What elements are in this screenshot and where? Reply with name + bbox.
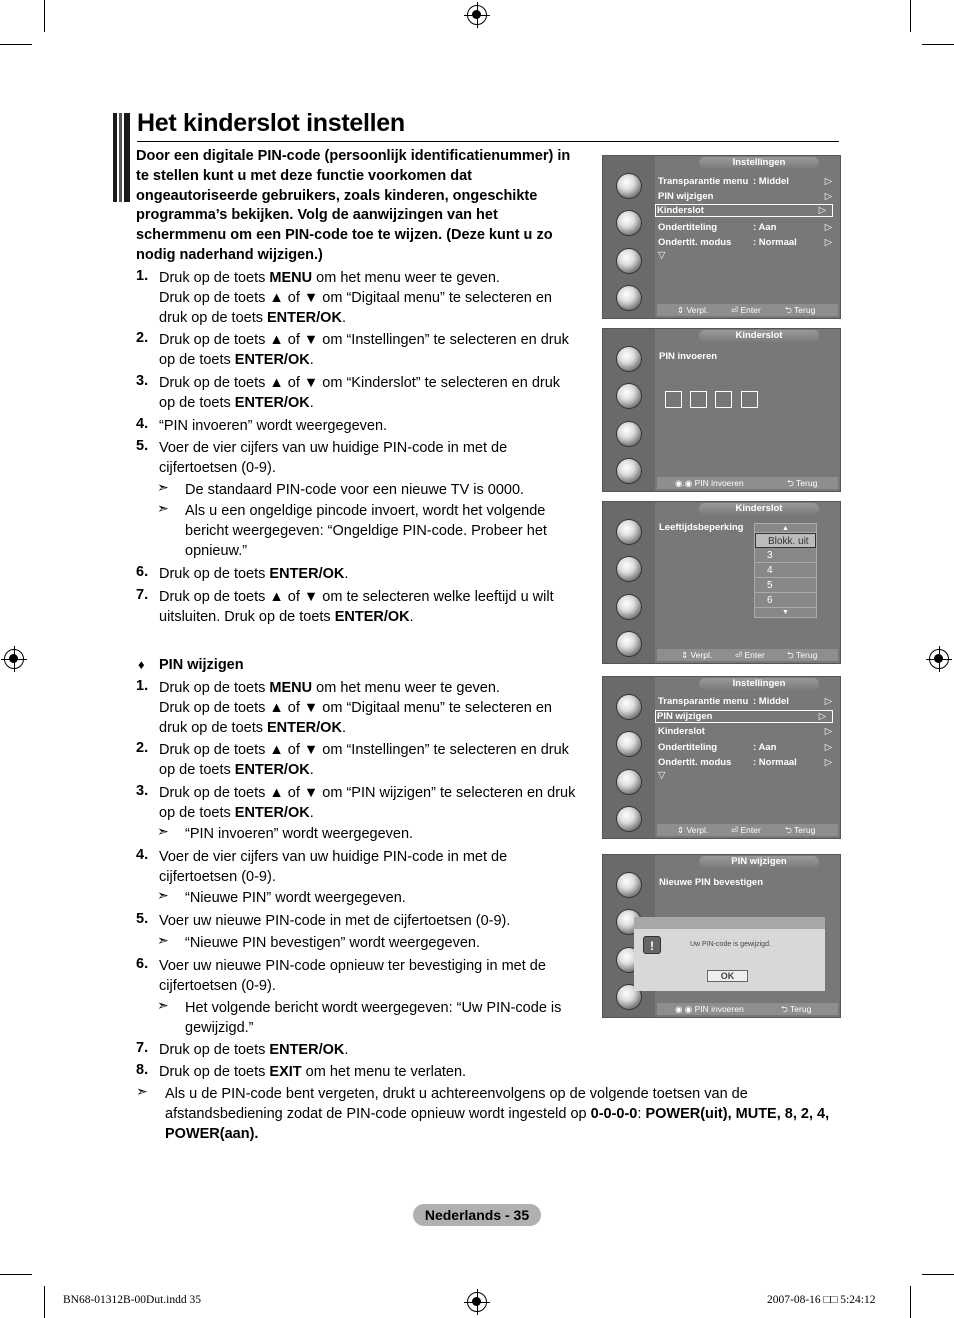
step-number: 5. <box>136 911 149 927</box>
note-arrow-icon: ➣ <box>157 887 169 903</box>
step-number: 3. <box>136 783 149 799</box>
crop-mark <box>0 44 32 45</box>
menu-row-selected[interactable]: PIN wijzigen ▷ <box>655 710 833 723</box>
dropdown-option[interactable]: 6 <box>755 593 816 608</box>
dropdown-option[interactable]: 3 <box>755 548 816 563</box>
step-number: 1. <box>136 268 149 284</box>
step-b4: Voer de vier cijfers van uw huidige PIN-code in met de cijfertoetsen (0-9). <box>159 849 508 885</box>
page-title: Het kinderslot instellen <box>137 109 405 137</box>
crop-mark <box>910 1286 911 1318</box>
note-b4: Het volgende bericht wordt weergegeven: “Uw PIN-code is gewijzigd.” <box>185 1000 562 1036</box>
step-b3: Druk op de toets ▲ of ▼ om “PIN wijzigen” te selecteren en druk op de toets ENTER/OK. <box>159 785 576 821</box>
step-number: 2. <box>136 330 149 346</box>
sound-icon <box>617 557 641 581</box>
step-number: 7. <box>136 587 149 603</box>
pin-digit-box[interactable] <box>715 391 732 408</box>
note-b3: “Nieuwe PIN bevestigen” wordt weergegeven. <box>185 935 480 951</box>
step-b8: Druk op de toets EXIT om het menu te verlaten. <box>159 1064 467 1080</box>
note-arrow-icon: ➣ <box>157 823 169 839</box>
step-a7: Druk op de toets ▲ of ▼ om te selecteren welke leeftijd u wilt uitsluiten. Druk op de toets ENTER/OK. <box>159 589 554 625</box>
imprint-file: BN68-01312B-00Dut.indd 35 <box>63 1294 201 1306</box>
picture-icon <box>617 695 641 719</box>
scroll-up-icon: ▲ <box>755 524 816 533</box>
crop-mark <box>910 0 911 32</box>
step-number: 3. <box>136 373 149 389</box>
screen-footer: ⇕ Verpl. ⏎ Enter ⮌ Terug <box>657 649 838 661</box>
step-number: 2. <box>136 740 149 756</box>
warning-icon: ! <box>643 936 661 954</box>
bullet-icon: ♦ <box>138 657 145 672</box>
picture-icon <box>617 873 641 897</box>
age-dropdown[interactable] <box>754 523 817 618</box>
scroll-down-icon: ▽ <box>658 770 666 781</box>
registration-mark-icon <box>929 649 949 669</box>
screen-footer: ⇕ Verpl. ⏎ Enter ⮌ Terug <box>657 824 838 836</box>
picture-icon <box>617 174 641 198</box>
channel-icon <box>617 249 641 273</box>
confirmation-popup <box>634 917 825 991</box>
screen-header: Instellingen <box>699 678 819 690</box>
sound-icon <box>617 211 641 235</box>
menu-icon-rail <box>603 156 655 318</box>
dropdown-option-selected[interactable]: Blokk. uit <box>755 533 816 548</box>
step-a1: Druk op de toets MENU om het menu weer te geven. Druk op de toets ▲ of ▼ om “Digitaal menu” te selecteren en druk op de toets ENTER/OK. <box>159 270 552 326</box>
registration-mark-icon <box>467 1292 487 1312</box>
final-note: Als u de PIN-code bent vergeten, drukt u achtereenvolgens op de volgende toetsen van de afstandsbediening zodat de PIN-code opnieuw wordt ingesteld op 0-0-0-0: POWER(uit), MUTE, 8, 2, 4, POWER(aan). <box>165 1086 830 1142</box>
title-decoration <box>113 113 130 202</box>
note-arrow-icon: ➣ <box>157 479 169 495</box>
section-title: PIN wijzigen <box>159 657 244 673</box>
dropdown-option[interactable]: 4 <box>755 563 816 578</box>
screen-label: PIN invoeren <box>659 351 718 362</box>
step-a5: Voer de vier cijfers van uw huidige PIN-code in met de cijfertoetsen (0-9). <box>159 440 508 476</box>
menu-row[interactable]: Transparantie menu : Middel ▷ <box>658 696 832 707</box>
crop-mark <box>44 0 45 32</box>
step-a2: Druk op de toets ▲ of ▼ om “Instellingen” te selecteren en druk op de toets ENTER/OK. <box>159 332 569 368</box>
scroll-down-icon: ▽ <box>658 250 666 261</box>
note-a2: Als u een ongeldige pincode invoert, wordt het volgende bericht weergegeven: “Ongeldige PIN-code. Probeer het opnieuw.” <box>185 503 547 559</box>
tv-screen-pin-entry <box>602 328 841 492</box>
page-number-badge: Nederlands - 35 <box>413 1204 541 1226</box>
menu-icon-rail <box>603 329 655 491</box>
screen-label: Nieuwe PIN bevestigen <box>659 877 764 888</box>
imprint-date: 2007-08-16 □□ 5:24:12 <box>767 1294 876 1306</box>
screen-header: Instellingen <box>699 157 819 169</box>
screen-header: Kinderslot <box>699 503 819 515</box>
step-number: 1. <box>136 678 149 694</box>
channel-icon <box>617 770 641 794</box>
note-arrow-icon: ➣ <box>157 500 169 516</box>
note-arrow-icon: ➣ <box>157 932 169 948</box>
step-a6: Druk op de toets ENTER/OK. <box>159 566 349 582</box>
menu-row[interactable]: Ondertit. modus : Normaal ▷ <box>658 757 832 768</box>
menu-row-selected[interactable]: Kinderslot ▷ <box>655 204 833 217</box>
channel-icon <box>617 422 641 446</box>
ok-button[interactable]: OK <box>707 970 748 982</box>
picture-icon <box>617 520 641 544</box>
menu-row[interactable]: Transparantie menu : Middel ▷ <box>658 176 832 187</box>
note-a1: De standaard PIN-code voor een nieuwe TV is 0000. <box>185 482 525 498</box>
step-number: 6. <box>136 564 149 580</box>
dropdown-option[interactable]: 5 <box>755 578 816 593</box>
crop-mark <box>922 44 954 45</box>
menu-row[interactable]: Ondertit. modus : Normaal ▷ <box>658 237 832 248</box>
step-number: 8. <box>136 1062 149 1078</box>
sound-icon <box>617 732 641 756</box>
setup-icon <box>617 286 641 310</box>
menu-row[interactable]: Ondertiteling : Aan ▷ <box>658 222 832 233</box>
step-b6: Voer uw nieuwe PIN-code opnieuw ter bevestiging in met de cijfertoetsen (0-9). <box>159 958 546 994</box>
note-b2: “Nieuwe PIN” wordt weergegeven. <box>185 890 406 906</box>
sound-icon <box>617 384 641 408</box>
step-a4: “PIN invoeren” wordt weergegeven. <box>159 418 388 434</box>
picture-icon <box>617 347 641 371</box>
menu-icon-rail <box>603 502 655 663</box>
menu-row[interactable]: PIN wijzigen ▷ <box>658 191 832 202</box>
step-b2: Druk op de toets ▲ of ▼ om “Instellingen” te selecteren en druk op de toets ENTER/OK. <box>159 742 569 778</box>
menu-row[interactable]: Kinderslot ▷ <box>658 726 832 737</box>
screen-header: PIN wijzigen <box>699 856 819 868</box>
step-b1: Druk op de toets MENU om het menu weer te geven. Druk op de toets ▲ of ▼ om “Digitaal menu” te selecteren en druk op de toets ENTER/OK. <box>159 680 552 736</box>
scroll-down-icon: ▼ <box>782 609 789 616</box>
step-number: 5. <box>136 438 149 454</box>
screen-footer: ⇕ Verpl. ⏎ Enter ⮌ Terug <box>657 304 838 316</box>
step-a3: Druk op de toets ▲ of ▼ om “Kinderslot” te selecteren en druk op de toets ENTER/OK. <box>159 375 561 411</box>
step-number: 4. <box>136 847 149 863</box>
screen-label: Leeftijdsbeperking <box>659 522 744 533</box>
step-b7: Druk op de toets ENTER/OK. <box>159 1042 349 1058</box>
title-divider <box>137 141 839 142</box>
crop-mark <box>0 1274 32 1275</box>
registration-mark-icon <box>467 5 487 25</box>
step-number: 6. <box>136 956 149 972</box>
setup-icon <box>617 807 641 831</box>
channel-icon <box>617 595 641 619</box>
registration-mark-icon <box>4 649 24 669</box>
note-arrow-icon: ➣ <box>136 1083 148 1099</box>
step-number: 7. <box>136 1040 149 1056</box>
crop-mark <box>44 1286 45 1318</box>
tv-screen-settings <box>602 155 841 319</box>
menu-icon-rail <box>603 677 655 838</box>
menu-row[interactable]: Ondertiteling : Aan ▷ <box>658 742 832 753</box>
crop-mark <box>922 1274 954 1275</box>
pin-digit-box[interactable] <box>741 391 758 408</box>
intro-text: Door een digitale PIN-code (persoonlijk identificatienummer) in te stellen kunt u met deze functie voorkomen dat ongeautoriseerde gebruikers, zoals kinderen, ongeschikte programma’s bekijken. Volg de aanwijzingen van het schermmenu om een PIN-code toe te wijzen. (Deze kunt u zo nodig naderhand wijzigen.) <box>136 148 571 263</box>
setup-icon <box>617 459 641 483</box>
step-b5: Voer uw nieuwe PIN-code in met de cijfertoetsen (0-9). <box>159 913 511 929</box>
setup-icon <box>617 632 641 656</box>
tv-screen-settings-pin <box>602 676 841 839</box>
screen-header: Kinderslot <box>699 330 819 342</box>
screen-footer: ◉.◉ PIN invoeren ⮌ Terug <box>657 477 838 489</box>
pin-digit-box[interactable] <box>665 391 682 408</box>
note-b1: “PIN invoeren” wordt weergegeven. <box>185 826 414 842</box>
screen-footer: ◉ ◉ PIN invoeren ⮌ Terug <box>657 1003 838 1015</box>
step-number: 4. <box>136 416 149 432</box>
pin-digit-box[interactable] <box>690 391 707 408</box>
popup-message: Uw PIN-code is gewijzigd. <box>690 941 771 948</box>
note-arrow-icon: ➣ <box>157 997 169 1013</box>
